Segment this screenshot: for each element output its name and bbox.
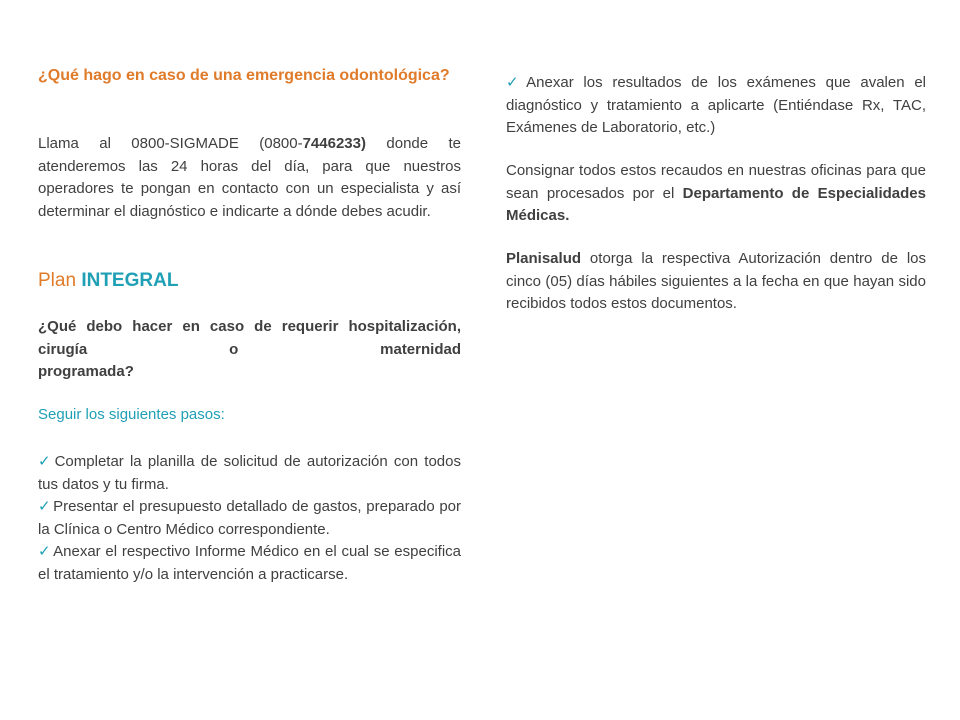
list-item — [38, 541, 461, 586]
consign-text: Consignar todos estos recaudos en nuestras oficinas para que sean procesados por el — [506, 162, 926, 202]
checkmark-icon: ✓ — [38, 498, 52, 515]
emergency-phone: 7446233) — [302, 135, 366, 152]
list-item — [38, 451, 461, 496]
checkmark-icon: ✓ — [506, 74, 525, 91]
steps-list — [38, 451, 461, 586]
plan-label: Plan — [38, 270, 77, 291]
planisalud-paragraph — [506, 248, 926, 316]
step-text: Anexar los resultados de los exámenes que avalen el diagnóstico y tratamiento a aplicarte (Entiéndase Rx, TAC, Exámenes de Laboratorio, etc.) — [506, 74, 926, 136]
checkmark-icon: ✓ — [38, 453, 53, 470]
planisalud-name: Planisalud — [506, 250, 582, 267]
plan-title — [38, 270, 178, 292]
emergency-question: ¿Qué hago en caso de una emergencia odontológica? — [38, 67, 450, 84]
hospitalization-question-line1: ¿Qué debo hacer en caso de requerir hospitalización, cirugía o maternidad — [38, 318, 461, 358]
step-text: Presentar el presupuesto detallado de gastos, preparado por la Clínica o Centro Médico correspondiente. — [38, 498, 462, 538]
emergency-text-1: Llama al 0800-SIGMADE (0800- — [38, 135, 303, 152]
emergency-paragraph — [38, 133, 461, 223]
step-text: Anexar el respectivo Informe Médico en el cual se especifica el tratamiento y/o la intervención a practicarse. — [38, 543, 461, 583]
planisalud-text: otorga la respectiva Autorización dentro de los cinco (05) días hábiles siguientes a la fecha en que hayan sido recibidos todos estos documentos. — [506, 250, 926, 312]
emergency-text-2: donde te atenderemos las 24 horas del día, para que nuestros operadores te pongan en contacto con un especialista y así determinar el diagnóstico e indicarte a dónde debes acudir. — [38, 135, 461, 220]
department-name: Departamento de Especialidades Médicas. — [506, 184, 926, 224]
checkmark-icon: ✓ — [38, 543, 52, 560]
plan-name: INTEGRAL — [81, 270, 179, 291]
list-item — [506, 72, 926, 140]
steps-label: Seguir los siguientes pasos: — [38, 406, 225, 423]
list-item — [38, 496, 461, 541]
hospitalization-question-line2: programada? — [38, 363, 134, 380]
step-text: Completar la planilla de solicitud de autorización con todos tus datos y tu firma. — [38, 453, 461, 493]
hospitalization-question — [38, 316, 461, 384]
consign-paragraph — [506, 160, 926, 228]
